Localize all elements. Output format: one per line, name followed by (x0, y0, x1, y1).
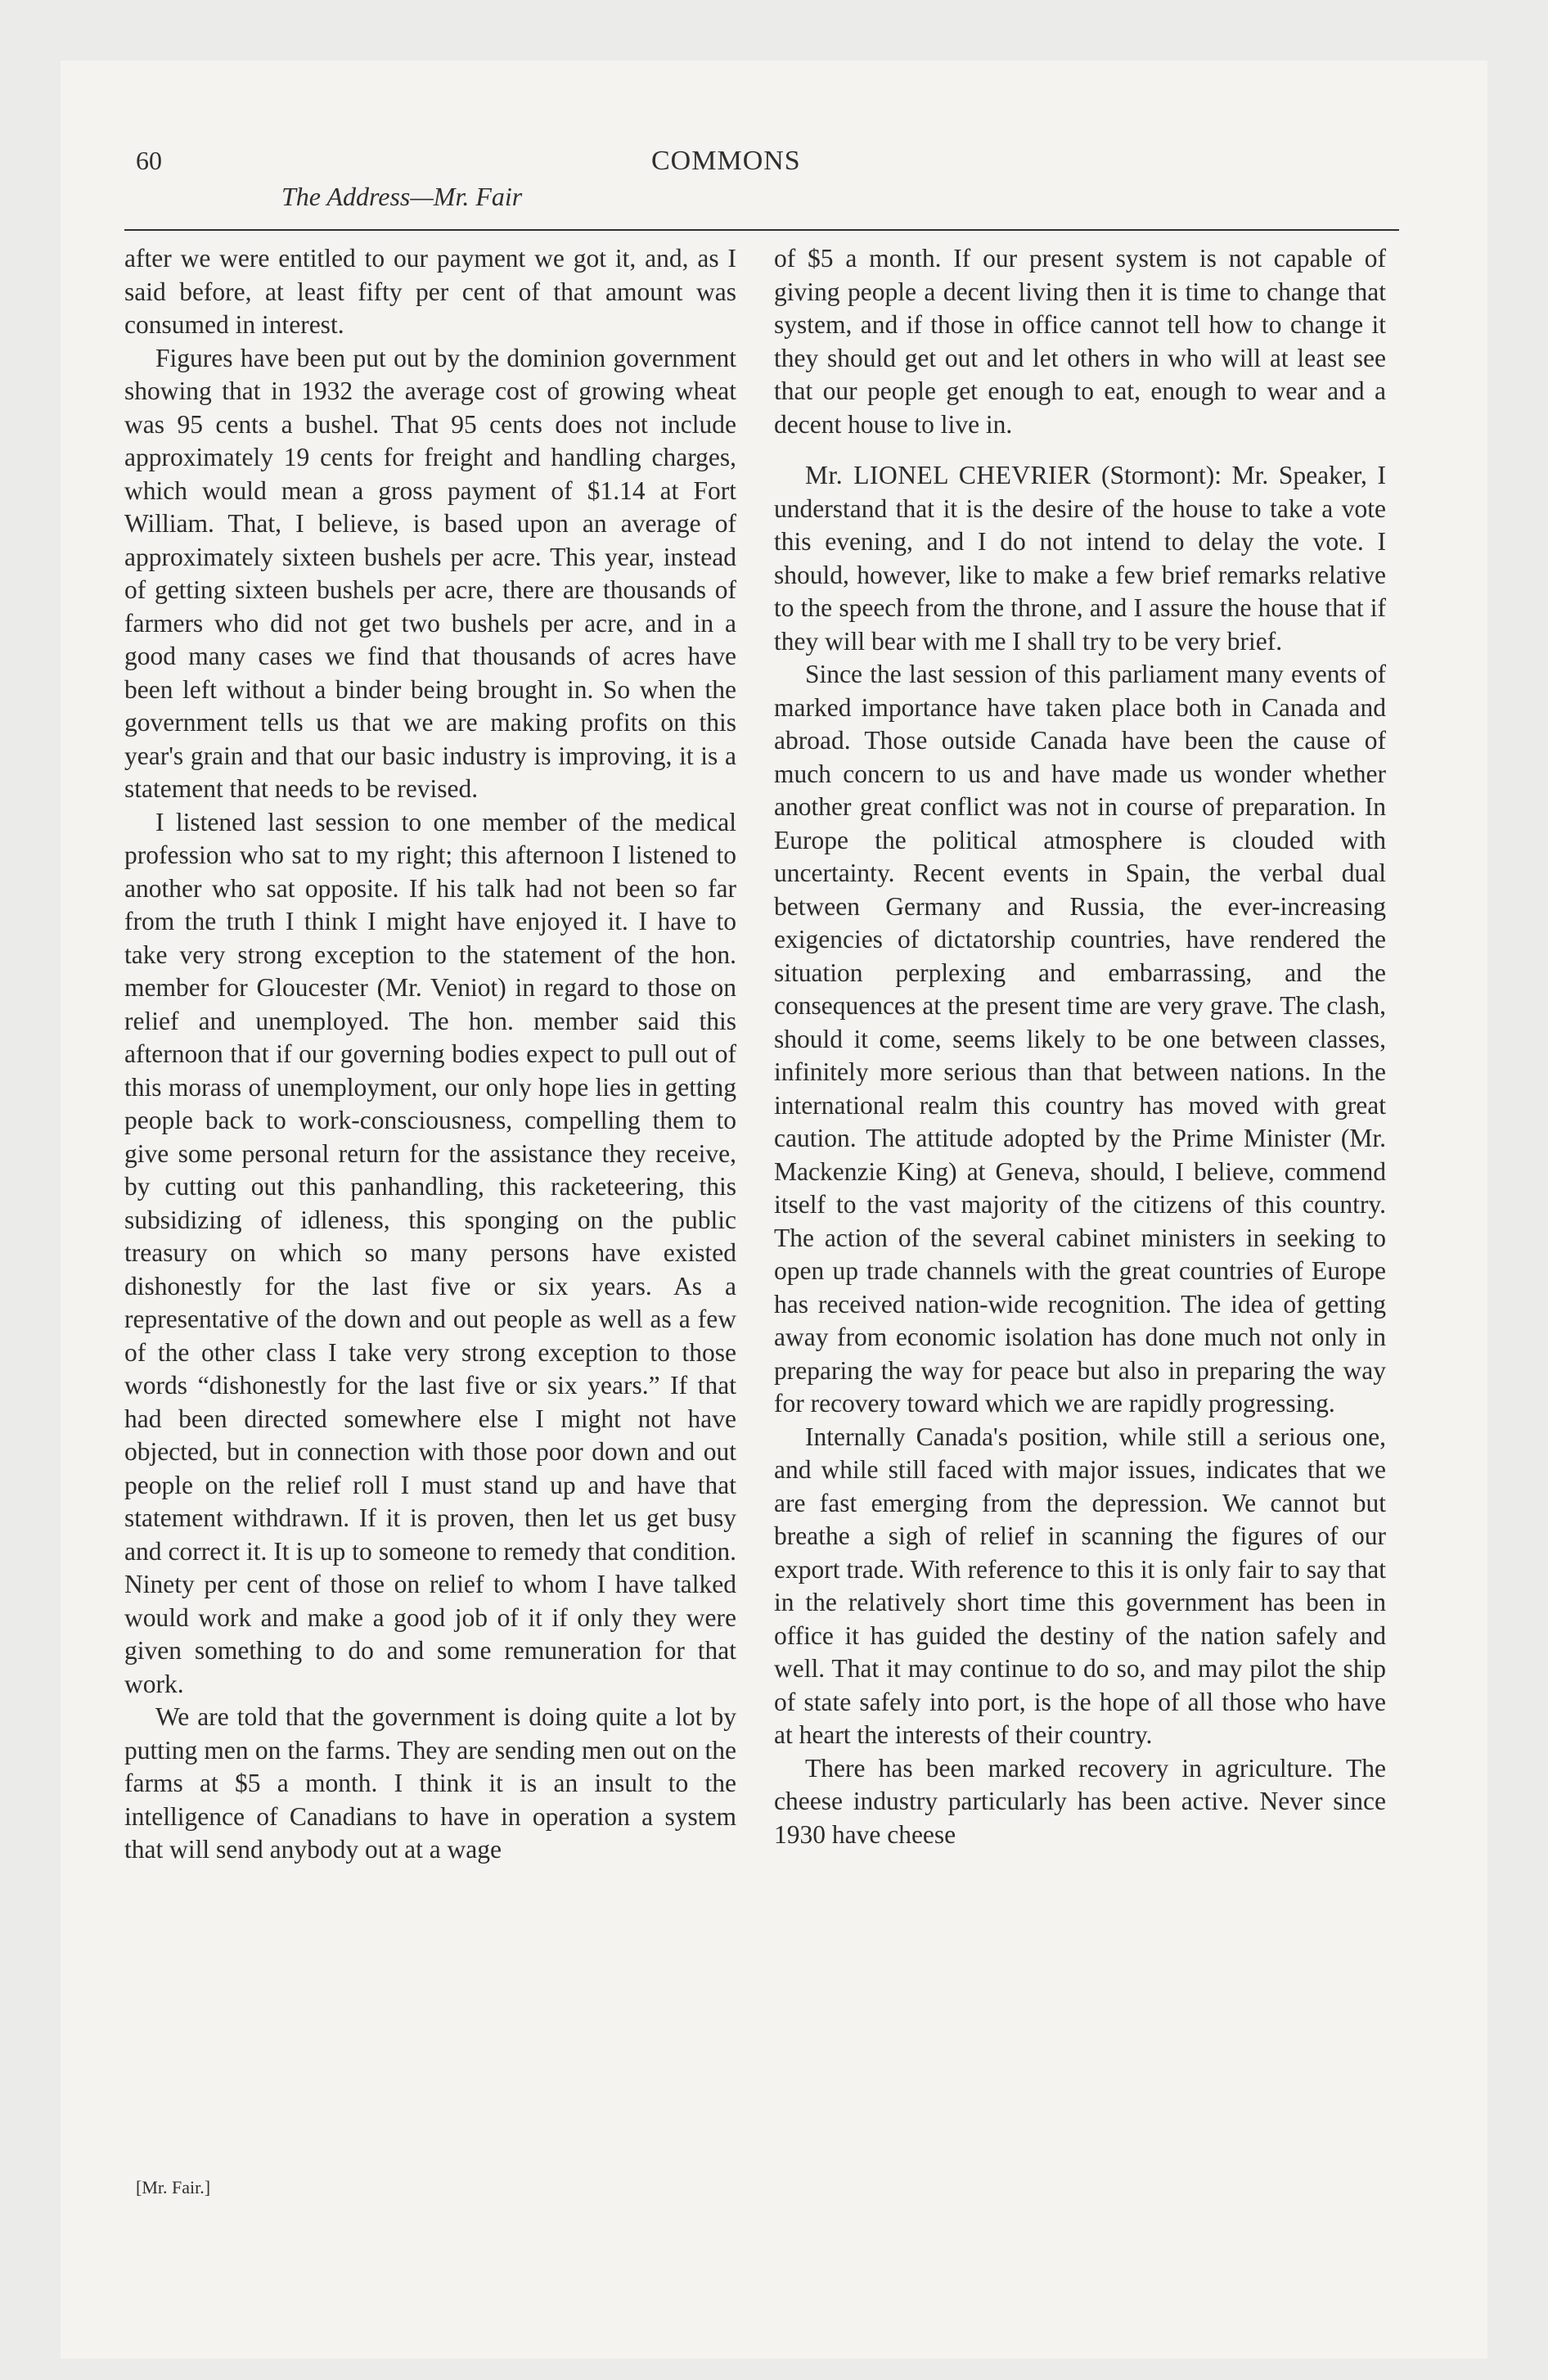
paragraph: after we were entitled to our payment we got it, and, as I said before, at least fifty per cent of that amount was consumed in interest. (124, 244, 736, 339)
paragraph: of $5 a month. If our present system is not capable of giving people a decent living then it is time to change that system, and if those in office cannot tell how to change it they should get out and let others in who will at least see that our people get enough to eat, enough to wear and a decent house to live in. (774, 244, 1386, 439)
speaker-paragraph (774, 459, 1386, 658)
paragraph: There has been marked recovery in agriculture. The cheese industry particularly has been active. Never since 1930 have cheese (774, 1753, 1386, 1849)
right-column (774, 242, 1386, 1851)
header-rule (124, 229, 1399, 231)
paragraph: Figures have been put out by the dominion government showing that in 1932 the average cost of growing wheat was 95 cents a bushel. That 95 cents does not include approximately 19 cents for freight and handling charges, which would mean a gross payment of $1.14 at Fort William. That, I believe, is based upon an average of approximately sixteen bushels per acre. This year, instead of getting sixteen bushels per acre, there are thousands of farmers who did not get two bushels per acre, and in a good many cases we find that thousands of acres have been left without a binder being brought in. So when the government tells us that we are making profits on this year's grain and that our basic industry is improving, it is a statement that needs to be revised. (124, 343, 736, 803)
speaker-name: Mr. LIONEL CHEVRIER (805, 461, 1091, 489)
left-column (124, 242, 736, 1867)
paragraph: Internally Canada's position, while still a serious one, and while still faced with major issues, indicates that we are fast emerging from the depression. We cannot but breathe a sigh of relief in scanning the figures of our export trade. With reference to this it is only fair to say that in the relatively short time this government has been in office it has guided the destiny of the nation safely and well. That it may continue to do so, and may pilot the ship of state safely into port, is the hope of all those who have at heart the interests of their country. (774, 1422, 1386, 1749)
page-number: 60 (136, 146, 162, 175)
paragraph: We are told that the government is doing quite a lot by putting men on the farms. They are sending men out on the farms at $5 a month. I think it is an insult to the intelligence of Canadians to have in operation a system that will send anybody out at a wage (124, 1702, 736, 1864)
speaker-remarks: Mr. Speaker, I understand that it is the desire of the house to take a vote this evening, and I do not intend to delay the vote. I should, however, like to make a few brief remarks relative to the speech from the throne, and I assure the house that if they will bear with me I shall try to be very brief. (774, 461, 1387, 656)
speaker-riding: (Stormont): (1101, 461, 1222, 489)
paragraph: I listened last session to one member of the medical profession who sat to my right; this afternoon I listened to another who sat opposite. If his talk had not been so far from the truth I think I might have enjoyed it. I have to take very strong exception to the statement of the hon. member for Gloucester (Mr. Veniot) in regard to those on relief and unemployed. The hon. member said this afternoon that if our governing bodies expect to pull out of this morass of unemployment, our only hope lies in getting people back to work-consciousness, compelling them to give some personal return for the assistance they receive, by cutting out this panhandling, this racketeering, this subsidizing of idleness, this sponging on the public treasury on which so many persons have existed dishonestly for the last five or six years. As a representative of the down and out people as well as a few of the other class I take very strong exception to those words “dishonestly for the last five or six years.” If that had been directed somewhere else I might not have objected, but in connection with those poor down and out people on the relief roll I must stand up and have that statement withdrawn. If it is proven, then let us get busy and correct it. It is up to someone to remedy that condition. Ninety per cent of those on relief to whom I have talked would work and make a good job of it if only they were given something to do and some remuneration for that work. (124, 807, 736, 1698)
paragraph: Since the last session of this parliament many events of marked importance have taken place both in Canada and abroad. Those outside Canada have been the cause of much concern to us and have made us wonder whether another great conflict was not in course of preparation. In Europe the political atmosphere is clouded with uncertainty. Recent events in Spain, the verbal dual between Germany and Russia, the ever-increasing exigencies of dictatorship countries, have rendered the situation perplexing and embarrassing, and the consequences at the present time are very grave. The clash, should it come, seems likely to be one between classes, infinitely more serious than that between nations. In the international realm this country has moved with great caution. The attitude adopted by the Prime Minister (Mr. Mackenzie King) at Geneva, should, I believe, commend itself to the vast majority of the citizens of this country. The action of the several cabinet ministers in seeking to open up trade channels with the great countries of Europe has received nation-wide recognition. The idea of getting away from economic isolation has done much not only in preparing the way for peace but also in preparing the way for recovery toward which we are rapidly progressing. (774, 660, 1386, 1418)
page-header (136, 146, 1399, 228)
running-title: COMMONS (651, 146, 801, 176)
section-label: The Address—Mr. Fair (281, 182, 523, 211)
speaker-footnote: [Mr. Fair.] (136, 2177, 211, 2197)
